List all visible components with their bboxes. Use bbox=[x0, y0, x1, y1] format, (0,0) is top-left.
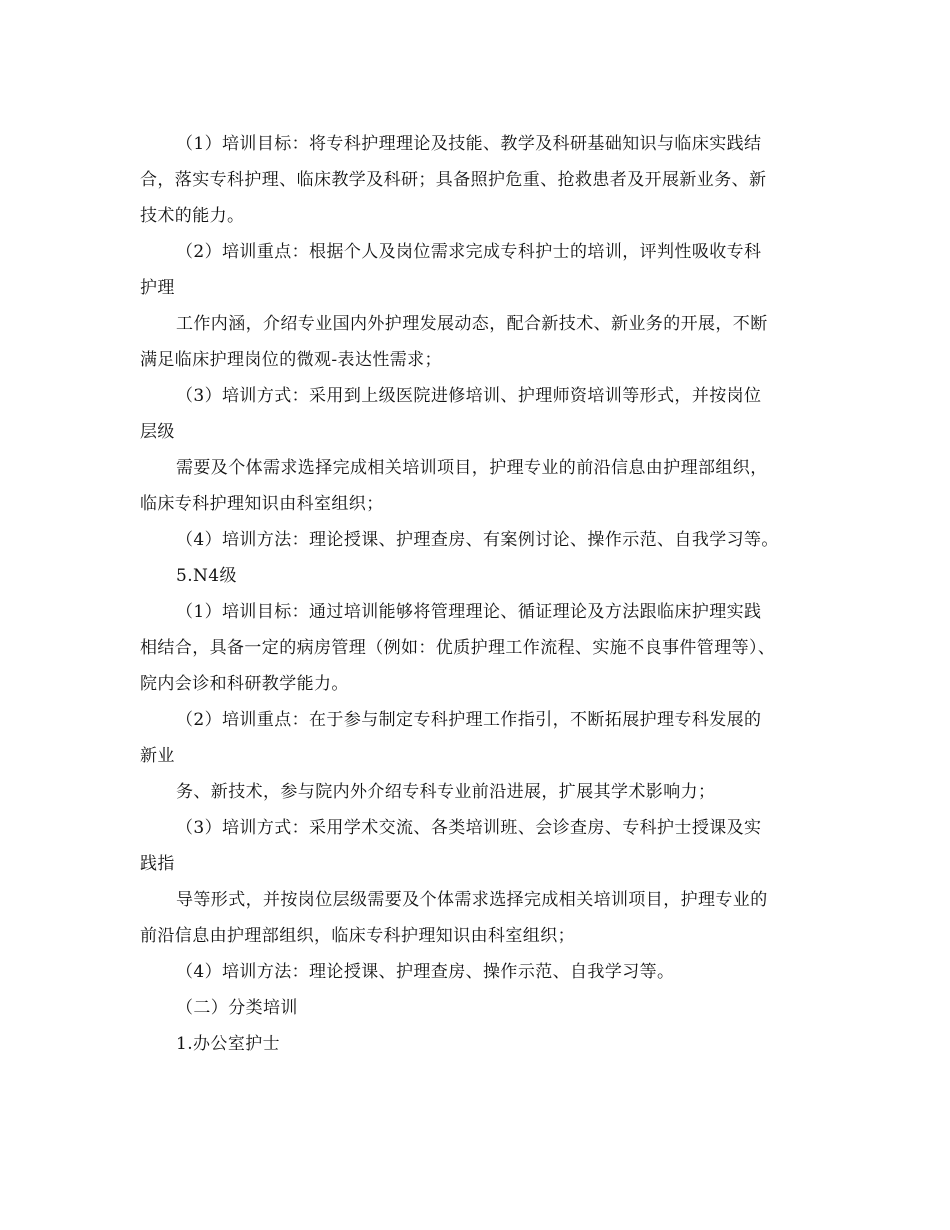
text-line: 院内会诊和科研教学能力。 bbox=[140, 674, 349, 694]
text-line: 需要及个体需求选择完成相关培训项目，护理专业的前沿信息由护理部组织， bbox=[176, 458, 768, 478]
text-line: 新业 bbox=[140, 746, 175, 766]
text-line: 满足临床护理岗位的微观-表达性需求； bbox=[140, 350, 442, 370]
section-heading: 5.N4级 bbox=[176, 566, 237, 586]
text-line: 践指 bbox=[140, 854, 175, 874]
section-heading: 1.办公室护士 bbox=[176, 1034, 281, 1054]
text-line: （2）培训重点：根据个人及岗位需求完成专科护士的培训，评判性吸收专科 bbox=[176, 242, 762, 262]
text-line: （2）培训重点：在于参与制定专科护理工作指引，不断拓展护理专科发展的 bbox=[176, 710, 762, 730]
text-line: 护理 bbox=[140, 278, 175, 298]
text-line: 临床专科护理知识由科室组织； bbox=[140, 494, 384, 514]
text-line: 技术的能力。 bbox=[140, 206, 245, 226]
text-line: 务、新技术，参与院内外介绍专科专业前沿进展，扩展其学术影响力； bbox=[176, 782, 716, 802]
section-heading: （二）分类培训 bbox=[176, 998, 298, 1018]
text-line: 合，落实专科护理、临床教学及科研；具备照护危重、抢救患者及开展新业务、新 bbox=[140, 170, 767, 190]
text-line: 层级 bbox=[140, 422, 175, 442]
text-line: 导等形式，并按岗位层级需要及个体需求选择完成相关培训项目，护理专业的 bbox=[176, 890, 768, 910]
text-line: 前沿信息由护理部组织，临床专科护理知识由科室组织； bbox=[140, 926, 575, 946]
text-line: （1）培训目标：通过培训能够将管理理论、循证理论及方法跟临床护理实践 bbox=[176, 602, 762, 622]
text-line: 相结合，具备一定的病房管理（例如：优质护理工作流程、实施不良事件管理等）、 bbox=[140, 638, 776, 658]
text-line: （1）培训目标：将专科护理理论及技能、教学及科研基础知识与临床实践结 bbox=[176, 134, 762, 154]
text-line: 工作内涵，介绍专业国内外护理发展动态，配合新技术、新业务的开展，不断 bbox=[176, 314, 768, 334]
text-line: （4）培训方法：理论授课、护理查房、操作示范、自我学习等。 bbox=[176, 962, 675, 982]
text-line: （3）培训方式：采用学术交流、各类培训班、会诊查房、专科护士授课及实 bbox=[176, 818, 762, 838]
text-line: （3）培训方式：采用到上级医院进修培训、护理师资培训等形式，并按岗位 bbox=[176, 386, 762, 406]
text-line: （4）培训方法：理论授课、护理查房、有案例讨论、操作示范、自我学习等。 bbox=[176, 530, 779, 550]
